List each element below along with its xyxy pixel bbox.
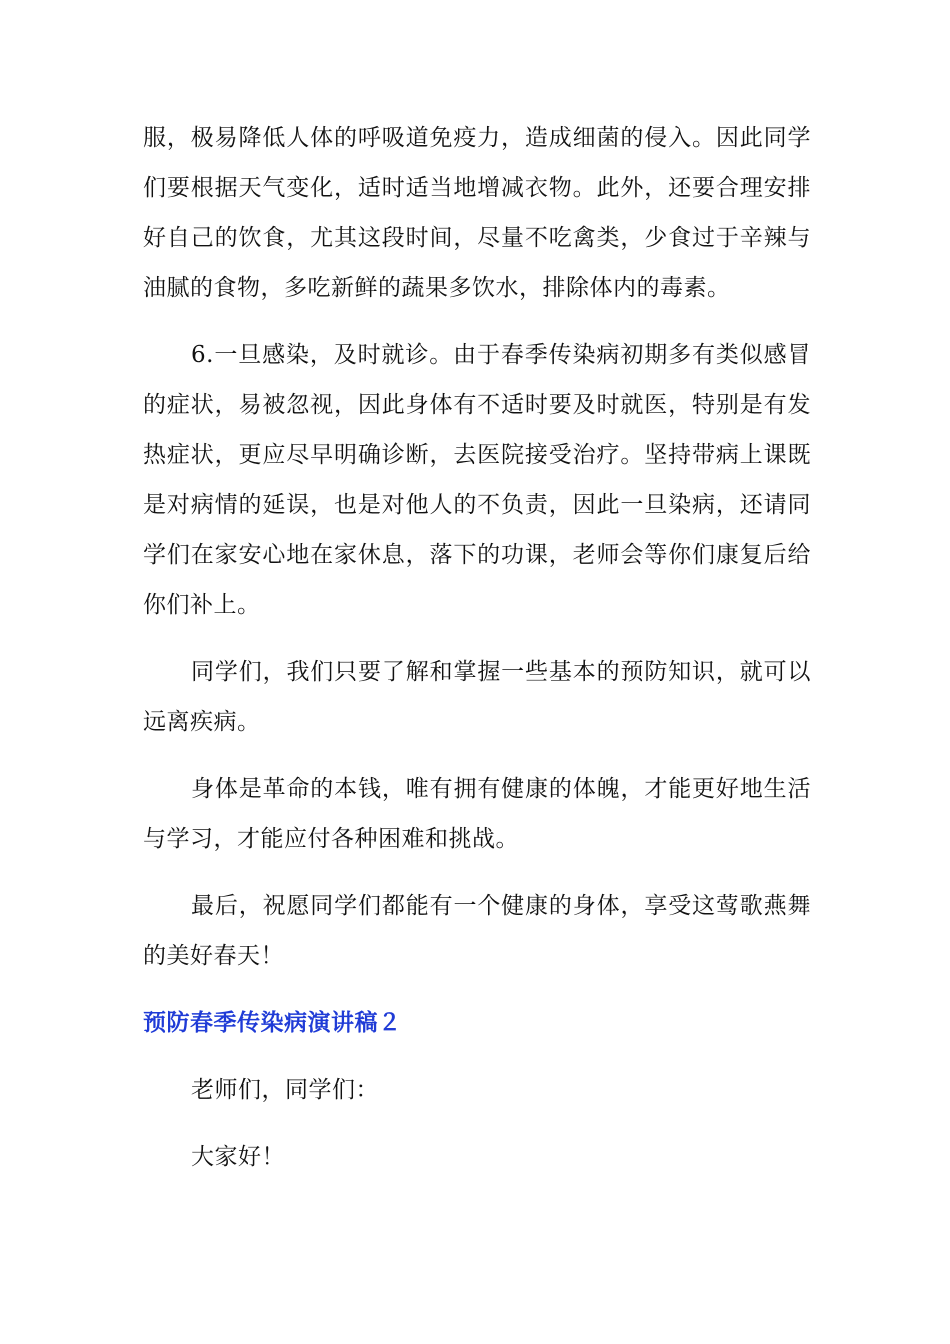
paragraph-health: 身体是革命的本钱，唯有拥有健康的体魄，才能更好地生活与学习，才能应付各种困难和挑战。 bbox=[143, 776, 811, 852]
paragraph-closing: 最后，祝愿同学们都能有一个健康的身体，享受这莺歌燕舞的美好春天！ bbox=[143, 893, 811, 969]
paragraph-prevention-knowledge: 同学们，我们只要了解和掌握一些基本的预防知识，就可以远离疾病。 bbox=[143, 659, 811, 735]
document-body bbox=[143, 113, 811, 1199]
paragraph-greeting: 大家好！ bbox=[191, 1144, 285, 1170]
paragraph-item-6: 6.一旦感染，及时就诊。由于春季传染病初期多有类似感冒的症状，易被忽视，因此身体有不适时要及时就医，特别是有发热症状，更应尽早明确诊断，去医院接受治疗。坚持带病上课既是对病情的延误，也是对他人的不负责，因此一旦染病，还请同学们在家安心地在家休息，落下的功课，老师会等你们康复后给你们补上。 bbox=[143, 342, 811, 618]
section-heading: 预防春季传染病演讲稿２ bbox=[143, 1010, 402, 1036]
paragraph-continuation: 服，极易降低人体的呼吸道免疫力，造成细菌的侵入。因此同学们要根据天气变化，适时适当地增减衣物。此外，还要合理安排好自己的饮食，尤其这段时间，尽量不吃禽类，少食过于辛辣与油腻的食物，多吃新鲜的蔬果多饮水，排除体内的毒素。 bbox=[143, 125, 811, 301]
paragraph-salutation: 老师们，同学们： bbox=[191, 1077, 379, 1103]
